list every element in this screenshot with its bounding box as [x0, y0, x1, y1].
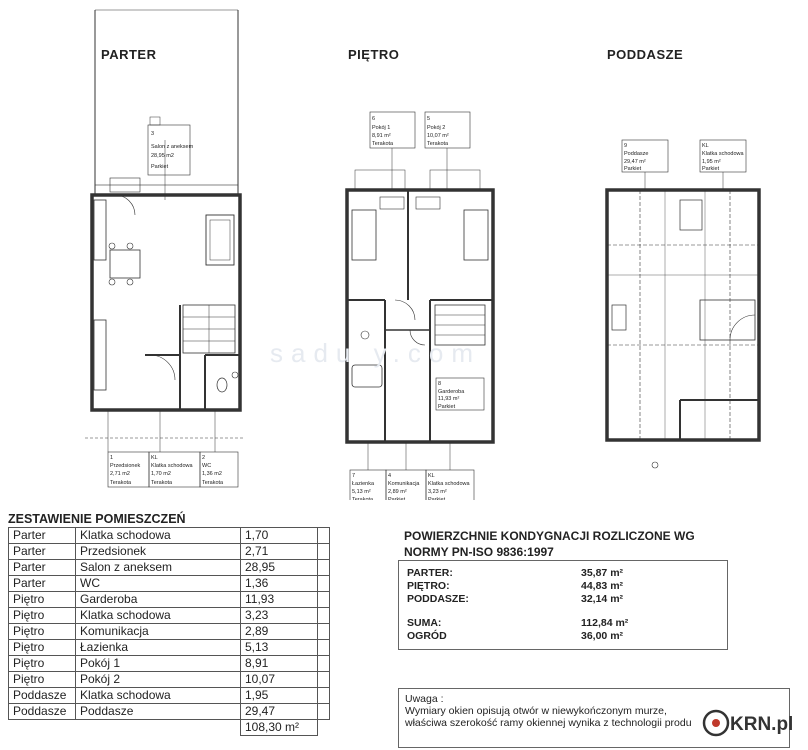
- room-level-cell: Piętro: [9, 640, 76, 656]
- room-room-cell: Pokój 2: [76, 672, 241, 688]
- spacer-cell: [318, 592, 330, 608]
- spacer-cell: [318, 624, 330, 640]
- room-room-cell: Pokój 1: [76, 656, 241, 672]
- pietro-label-komunikacja-num: 4: [388, 473, 392, 479]
- room-area-cell: 2,71: [241, 544, 318, 560]
- pietro-label-komunikacja-floor: Parkiet: [388, 497, 406, 500]
- room-level-cell: Piętro: [9, 656, 76, 672]
- table-row: [9, 528, 330, 544]
- room-room-cell: WC: [76, 576, 241, 592]
- parter-label-wc-area: 1,36 m2: [202, 471, 222, 477]
- plan-pietro: [347, 112, 493, 500]
- room-area-cell: 10,07: [241, 672, 318, 688]
- krn-logo: [700, 703, 800, 743]
- parter-label-salon-name: Salon z aneksem: [151, 144, 194, 150]
- spacer-cell: [318, 528, 330, 544]
- plan-poddasze: [607, 140, 759, 468]
- pietro-label-pokoj2-area: 10,07 m²: [427, 133, 449, 139]
- parter-label-przedsionek-floor: Terakota: [110, 480, 132, 486]
- plan-parter-labels: [110, 131, 224, 486]
- spacer-cell: [318, 672, 330, 688]
- pietro-label-pokoj2-floor: Terakota: [427, 141, 449, 147]
- pietro-label-pokoj1-name: Pokój 1: [372, 125, 391, 131]
- table-row: [9, 672, 330, 688]
- room-level-cell: Piętro: [9, 624, 76, 640]
- parter-label-klatka-floor: Terakota: [151, 480, 173, 486]
- spacer-cell: [318, 608, 330, 624]
- table-row: [9, 576, 330, 592]
- pietro-label-komunikacja-area: 2,89 m²: [388, 489, 407, 495]
- parter-label-wc-floor: Terakota: [202, 480, 224, 486]
- room-room-cell: Garderoba: [76, 592, 241, 608]
- note-line-1: Wymiary okien opisują otwór w niewykończonym murze,: [405, 705, 667, 717]
- room-room-cell: Łazienka: [76, 640, 241, 656]
- poddasze-label-poddasze-floor: Parkiet: [624, 166, 642, 172]
- parter-label-klatka-num: KL: [151, 455, 158, 461]
- plan-parter: [85, 10, 245, 487]
- summary-pietro-value: 44,83 m²: [581, 580, 624, 592]
- poddasze-label-klatka-name: Klatka schodowa: [702, 151, 744, 157]
- room-level-cell: Parter: [9, 544, 76, 560]
- pietro-label-lazienka-num: 7: [352, 473, 356, 479]
- room-area-cell: 11,93: [241, 592, 318, 608]
- pietro-label-garderoba-area: 11,93 m²: [438, 396, 460, 402]
- summary-title: POWIERZCHNIE KONDYGNACJI ROZLICZONE WG NORMY PN-ISO 9836:1997: [404, 529, 695, 559]
- room-area-cell: 3,23: [241, 608, 318, 624]
- pietro-label-pokoj1-area: 8,91 m²: [372, 133, 391, 139]
- parter-label-klatka-area: 1,70 m2: [151, 471, 171, 477]
- summary-ogrod-value: 36,00 m²: [581, 630, 624, 642]
- spacer-cell: [318, 688, 330, 704]
- plan-poddasze-labels: [624, 143, 745, 172]
- room-area-cell: 29,47: [241, 704, 318, 720]
- room-area-cell: 2,89: [241, 624, 318, 640]
- room-area-cell: 1,95: [241, 688, 318, 704]
- level-title-pietro: PIĘTRO: [348, 47, 400, 62]
- spacer-cell: [318, 560, 330, 576]
- parter-label-przedsionek-name: Przedsionek: [110, 463, 141, 469]
- poddasze-label-poddasze-num: 9: [624, 143, 628, 149]
- room-level-cell: Piętro: [9, 672, 76, 688]
- pietro-label-komunikacja-name: Komunikacja: [388, 481, 420, 487]
- poddasze-label-poddasze-area: 29,47 m²: [624, 159, 646, 165]
- table-row: [9, 656, 330, 672]
- note-line-2: właściwa szerokość ramy okiennej wynika z technologii produ: [405, 717, 692, 729]
- rooms-total: 108,30 m²: [241, 720, 318, 736]
- room-room-cell: Przedsionek: [76, 544, 241, 560]
- summary-suma-label: SUMA:: [407, 617, 442, 629]
- parter-label-salon-floor: Parkiet: [151, 164, 169, 170]
- summary-pietro-label: PIĘTRO:: [407, 580, 450, 592]
- parter-label-klatka-name: Klatka schodowa: [151, 463, 193, 469]
- room-room-cell: Klatka schodowa: [76, 688, 241, 704]
- table-row: [9, 592, 330, 608]
- room-level-cell: Poddasze: [9, 704, 76, 720]
- pietro-label-klatka-name: Klatka schodowa: [428, 481, 470, 487]
- pietro-label-garderoba-num: 8: [438, 381, 442, 387]
- parter-label-salon-num: 3: [151, 131, 155, 137]
- summary-poddasze-label: PODDASZE:: [407, 593, 469, 605]
- room-level-cell: Parter: [9, 560, 76, 576]
- table-row: [9, 608, 330, 624]
- summary-box: [398, 560, 728, 650]
- room-level-cell: Parter: [9, 528, 76, 544]
- pietro-label-pokoj2-num: 5: [427, 116, 431, 122]
- pietro-label-garderoba-floor: Parkiet: [438, 404, 456, 410]
- room-area-cell: 5,13: [241, 640, 318, 656]
- pietro-label-garderoba-name: Garderoba: [438, 389, 465, 395]
- level-title-poddasze: PODDASZE: [607, 47, 684, 62]
- room-level-cell: Piętro: [9, 592, 76, 608]
- table-total-row: [9, 720, 330, 736]
- pietro-label-pokoj1-floor: Terakota: [372, 141, 394, 147]
- summary-suma-value: 112,84 m²: [581, 617, 629, 629]
- note-title: Uwaga :: [405, 693, 444, 705]
- parter-label-salon-area: 28,95 m2: [151, 153, 174, 159]
- room-room-cell: Salon z aneksem: [76, 560, 241, 576]
- table-row: [9, 624, 330, 640]
- room-area-cell: 1,36: [241, 576, 318, 592]
- spacer-cell: [318, 544, 330, 560]
- poddasze-label-klatka-area: 1,95 m²: [702, 159, 721, 165]
- pietro-label-pokoj2-name: Pokój 2: [427, 125, 446, 131]
- spacer-cell: [318, 656, 330, 672]
- pietro-label-lazienka-name: Łazienka: [352, 481, 375, 487]
- parter-label-wc-name: WC: [202, 463, 212, 469]
- spacer-cell: [318, 576, 330, 592]
- pietro-label-klatka-floor: Parkiet: [428, 497, 446, 500]
- parter-label-przedsionek-area: 2,71 m2: [110, 471, 130, 477]
- summary-ogrod-label: OGRÓD: [407, 630, 447, 642]
- spacer-cell: [318, 640, 330, 656]
- parter-label-przedsionek-num: 1: [110, 455, 114, 461]
- logo-text: KRN.pl: [730, 714, 794, 735]
- rooms-table: [8, 527, 330, 736]
- parter-label-wc-num: 2: [202, 455, 206, 461]
- room-area-cell: 28,95: [241, 560, 318, 576]
- summary-parter-label: PARTER:: [407, 567, 453, 579]
- summary-parter-value: 35,87 m²: [581, 567, 624, 579]
- room-level-cell: Piętro: [9, 608, 76, 624]
- table-row: [9, 704, 330, 720]
- rooms-table-title: ZESTAWIENIE POMIESZCZEŃ: [8, 512, 186, 526]
- pietro-label-klatka-area: 3,23 m²: [428, 489, 447, 495]
- room-area-cell: 1,70: [241, 528, 318, 544]
- room-room-cell: Klatka schodowa: [76, 608, 241, 624]
- room-area-cell: 8,91: [241, 656, 318, 672]
- watermark: sadu y.com: [270, 338, 482, 368]
- room-level-cell: Poddasze: [9, 688, 76, 704]
- pietro-label-lazienka-floor: Terakota: [352, 497, 374, 500]
- pietro-label-pokoj1-num: 6: [372, 116, 376, 122]
- table-row: [9, 640, 330, 656]
- level-title-parter: PARTER: [101, 47, 157, 62]
- room-level-cell: Parter: [9, 576, 76, 592]
- summary-poddasze-value: 32,14 m²: [581, 593, 624, 605]
- spacer-cell: [318, 704, 330, 720]
- table-row: [9, 544, 330, 560]
- room-room-cell: Klatka schodowa: [76, 528, 241, 544]
- table-row: [9, 688, 330, 704]
- room-room-cell: Komunikacja: [76, 624, 241, 640]
- pietro-label-klatka-num: KL: [428, 473, 435, 479]
- poddasze-label-poddasze-name: Poddasze: [624, 151, 649, 157]
- poddasze-label-klatka-floor: Parkiet: [702, 166, 720, 172]
- table-row: [9, 560, 330, 576]
- pietro-label-lazienka-area: 5,13 m²: [352, 489, 371, 495]
- room-room-cell: Poddasze: [76, 704, 241, 720]
- poddasze-label-klatka-num: KL: [702, 143, 709, 149]
